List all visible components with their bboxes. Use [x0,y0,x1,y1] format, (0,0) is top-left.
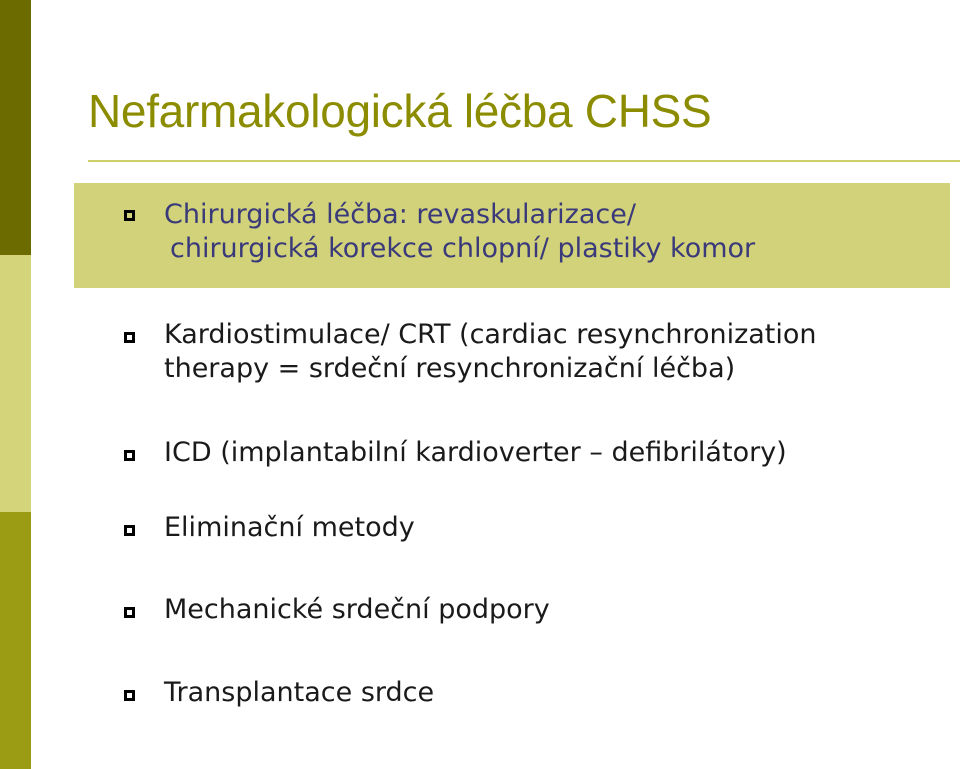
square-bullet-icon [124,525,135,536]
list-item-line: Eliminační metody [164,512,415,543]
list-item-line: therapy = srdeční resynchronizační léčba) [164,353,736,384]
list-item-text [164,593,550,627]
list-item-line: Mechanické srdeční podpory [164,594,550,625]
list-item-text [164,318,817,386]
slide-title: Nefarmakologická léčba CHSS [88,85,712,137]
square-bullet-icon [124,607,135,618]
square-bullet-icon [124,332,135,343]
square-bullet-icon [124,690,135,701]
list-item-text [164,436,787,470]
list-item-text [164,511,415,545]
list-item-line: ICD (implantabilní kardioverter – defibrilátory) [164,437,787,468]
square-bullet-icon [124,450,135,461]
list-item-line: Chirurgická léčba: revaskularizace/ [164,199,636,230]
left-stripe-middle [0,255,31,512]
left-stripe-bottom [0,512,31,769]
list-item-line: chirurgická korekce chlopní/ plastiky komor [170,233,756,264]
list-item-line: Transplantace srdce [164,677,435,708]
list-item-text [164,198,755,266]
left-stripe-top [0,0,31,255]
list-item-text [164,676,434,710]
list-item-line: Kardiostimulace/ CRT (cardiac resynchronization [164,319,817,350]
square-bullet-icon [124,210,135,221]
title-underline [88,160,960,162]
